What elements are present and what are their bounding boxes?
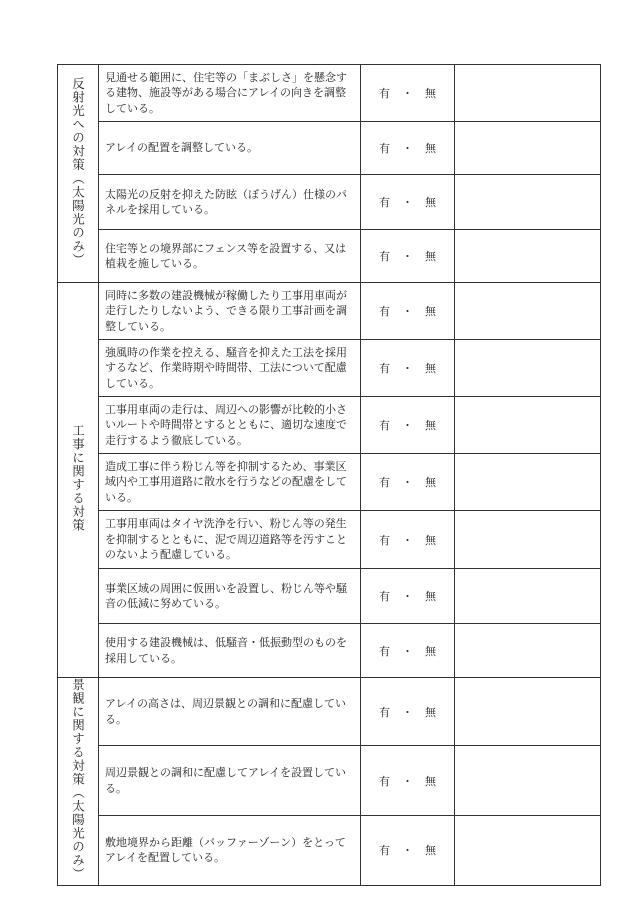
yes-option[interactable]: 有: [379, 305, 390, 318]
no-option[interactable]: 無: [425, 87, 436, 100]
yes-no-choice[interactable]: [379, 773, 436, 789]
yes-no-cell[interactable]: [361, 454, 455, 511]
yes-no-choice[interactable]: [379, 704, 436, 720]
measure-description: 敷地境界から距離（バッファーゾーン）をとってアレイを配置している。: [99, 815, 361, 885]
table-row: [58, 678, 601, 746]
category-cell: [58, 678, 99, 886]
yes-no-choice[interactable]: [379, 643, 436, 659]
option-separator: ・: [402, 644, 413, 658]
measure-description: 使用する建設機械は、低騒音・低振動型のものを採用している。: [99, 624, 361, 678]
yes-option[interactable]: 有: [379, 419, 390, 432]
yes-no-cell[interactable]: [361, 283, 455, 340]
no-option[interactable]: 無: [425, 533, 436, 547]
option-separator: ・: [402, 705, 413, 719]
option-separator: ・: [402, 87, 413, 100]
table-row: [58, 454, 601, 511]
notes-cell[interactable]: [455, 175, 601, 230]
measure-description: 造成工事に伴う粉じん等を抑制するため、事業区域内や工事用道路に散水を行うなどの配慮をしている。: [99, 454, 361, 511]
notes-cell[interactable]: [455, 815, 601, 885]
measure-description: 太陽光の反射を抑えた防眩（ぼうげん）仕様のパネルを採用している。: [99, 175, 361, 230]
option-separator: ・: [402, 476, 413, 489]
measure-description: 見通せる範囲に、住宅等の「まぶしさ」を懸念する建物、施設等がある場合にアレイの向きを調整している。: [99, 65, 361, 122]
yes-no-cell[interactable]: [361, 340, 455, 397]
category-main-text: 景観に関する対策: [70, 678, 86, 786]
table-row: [58, 122, 601, 175]
no-option[interactable]: 無: [425, 590, 436, 603]
notes-cell[interactable]: [455, 283, 601, 340]
yes-no-choice[interactable]: [379, 194, 436, 210]
notes-cell[interactable]: [455, 230, 601, 283]
table-row: [58, 569, 601, 624]
yes-no-cell[interactable]: [361, 746, 455, 816]
yes-no-cell[interactable]: [361, 175, 455, 230]
no-option[interactable]: 無: [425, 644, 436, 658]
yes-no-choice[interactable]: [379, 417, 436, 433]
measure-description: 工事用車両の走行は、周辺への影響が比較的小さいルートや時間帯とするとともに、適切な速度で走行するよう徹底している。: [99, 397, 361, 454]
yes-no-cell[interactable]: [361, 511, 455, 569]
yes-no-cell[interactable]: [361, 569, 455, 624]
yes-option[interactable]: 有: [379, 362, 390, 375]
table-row: [58, 511, 601, 569]
category-main-text: 工事に関する対策: [70, 424, 86, 532]
yes-no-cell[interactable]: [361, 122, 455, 175]
no-option[interactable]: 無: [425, 705, 436, 719]
yes-no-choice[interactable]: [379, 248, 436, 264]
option-separator: ・: [402, 844, 413, 858]
notes-cell[interactable]: [455, 746, 601, 816]
option-separator: ・: [402, 250, 413, 263]
option-separator: ・: [402, 774, 413, 788]
table-row: [58, 624, 601, 678]
no-option[interactable]: 無: [425, 362, 436, 375]
notes-cell[interactable]: [455, 624, 601, 678]
category-label: [71, 678, 86, 881]
yes-option[interactable]: 有: [379, 774, 390, 788]
yes-option[interactable]: 有: [379, 705, 390, 719]
yes-no-choice[interactable]: [379, 85, 436, 101]
category-label: [71, 77, 86, 266]
yes-option[interactable]: 有: [379, 87, 390, 100]
yes-no-choice[interactable]: [379, 303, 436, 319]
measure-description: アレイの配置を調整している。: [99, 122, 361, 175]
yes-option[interactable]: 有: [379, 142, 390, 155]
notes-cell[interactable]: [455, 511, 601, 569]
no-option[interactable]: 無: [425, 250, 436, 263]
category-sub-text: （太陽光のみ）: [70, 786, 86, 881]
table-row: [58, 283, 601, 340]
notes-cell[interactable]: [455, 122, 601, 175]
notes-cell[interactable]: [455, 678, 601, 746]
yes-option[interactable]: 有: [379, 844, 390, 858]
notes-cell[interactable]: [455, 569, 601, 624]
option-separator: ・: [402, 305, 413, 318]
yes-no-choice[interactable]: [379, 842, 436, 858]
yes-no-cell[interactable]: [361, 230, 455, 283]
notes-cell[interactable]: [455, 65, 601, 122]
option-separator: ・: [402, 196, 413, 209]
no-option[interactable]: 無: [425, 476, 436, 489]
option-separator: ・: [402, 419, 413, 432]
category-cell: [58, 65, 99, 283]
no-option[interactable]: 無: [425, 419, 436, 432]
yes-no-cell[interactable]: [361, 397, 455, 454]
category-label: [71, 424, 86, 532]
measure-description: 事業区域の周囲に仮囲いを設置し、粉じん等や騒音の低減に努めている。: [99, 569, 361, 624]
option-separator: ・: [402, 142, 413, 155]
table-row: [58, 65, 601, 122]
option-separator: ・: [402, 362, 413, 375]
yes-no-choice[interactable]: [379, 474, 436, 490]
no-option[interactable]: 無: [425, 305, 436, 318]
measure-description: アレイの高さは、周辺景観との調和に配慮している。: [99, 678, 361, 746]
yes-no-cell[interactable]: [361, 624, 455, 678]
yes-no-cell[interactable]: [361, 815, 455, 885]
yes-option[interactable]: 有: [379, 476, 390, 489]
yes-option[interactable]: 有: [379, 533, 390, 547]
measure-description: 周辺景観との調和に配慮してアレイを設置している。: [99, 746, 361, 816]
yes-no-cell[interactable]: [361, 678, 455, 746]
table-row: [58, 815, 601, 885]
yes-no-choice[interactable]: [379, 588, 436, 604]
yes-no-choice[interactable]: [379, 532, 436, 548]
yes-option[interactable]: 有: [379, 196, 390, 209]
option-separator: ・: [402, 533, 413, 547]
measure-description: 住宅等との境界部にフェンス等を設置する、又は植栽を施している。: [99, 230, 361, 283]
countermeasure-table: [57, 64, 601, 886]
measure-description: 強風時の作業を控える、騒音を抑えた工法を採用するなど、作業時期や時間帯、工法について配慮している。: [99, 340, 361, 397]
yes-option[interactable]: 有: [379, 590, 390, 603]
table-body: [58, 65, 601, 886]
no-option[interactable]: 無: [425, 844, 436, 858]
table-row: [58, 746, 601, 816]
category-cell: [58, 283, 99, 678]
no-option[interactable]: 無: [425, 196, 436, 209]
category-sub-text: （太陽光のみ）: [70, 171, 86, 266]
category-main-text: 反射光への対策: [70, 77, 86, 172]
notes-cell[interactable]: [455, 454, 601, 511]
notes-cell[interactable]: [455, 340, 601, 397]
yes-no-choice[interactable]: [379, 360, 436, 376]
yes-option[interactable]: 有: [379, 644, 390, 658]
table-row: [58, 230, 601, 283]
table-row: [58, 340, 601, 397]
no-option[interactable]: 無: [425, 774, 436, 788]
yes-option[interactable]: 有: [379, 250, 390, 263]
table-row: [58, 175, 601, 230]
checklist-sheet: [57, 64, 589, 886]
yes-no-cell[interactable]: [361, 65, 455, 122]
measure-description: 同時に多数の建設機械が稼働したり工事用車両が走行したりしないよう、できる限り工事計画を調整している。: [99, 283, 361, 340]
option-separator: ・: [402, 590, 413, 603]
table-row: [58, 397, 601, 454]
notes-cell[interactable]: [455, 397, 601, 454]
no-option[interactable]: 無: [425, 142, 436, 155]
yes-no-choice[interactable]: [379, 140, 436, 156]
measure-description: 工事用車両はタイヤ洗浄を行い、粉じん等の発生を抑制するとともに、泥で周辺道路等を汚すことのないよう配慮している。: [99, 511, 361, 569]
